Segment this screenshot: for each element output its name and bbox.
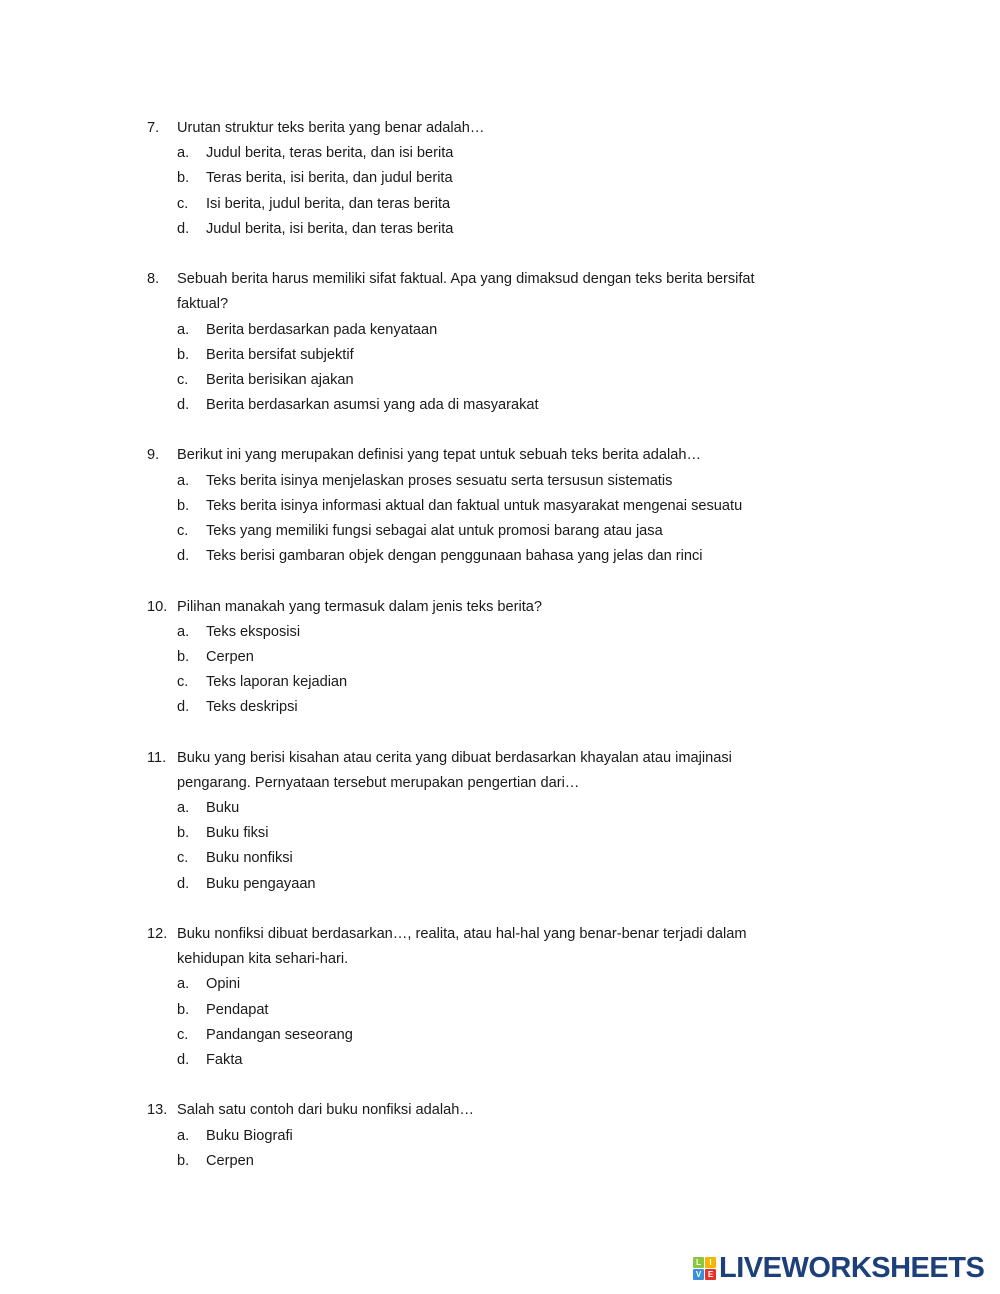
answer-option (147, 192, 847, 217)
question-block (147, 1098, 847, 1174)
option-letter: c. (177, 850, 189, 867)
option-text: Berita bersifat subjektif (206, 346, 354, 363)
question-block (147, 443, 847, 569)
option-letter: b. (177, 497, 190, 514)
option-text: Teks deskripsi (206, 699, 298, 716)
option-letter: b. (177, 1152, 190, 1169)
answer-option (147, 695, 847, 720)
option-text: Cerpen (206, 648, 254, 665)
question-line (147, 292, 847, 317)
answer-option (147, 796, 847, 821)
option-text: Teks laporan kejadian (206, 674, 348, 691)
option-letter: b. (177, 825, 190, 842)
option-text: Teks yang memiliki fungsi sebagai alat untuk promosi barang atau jasa (206, 523, 663, 539)
spacer (147, 897, 847, 922)
option-letter: a. (177, 800, 190, 817)
question-text: Pilihan manakah yang termasuk dalam jenis teks berita? (177, 598, 543, 615)
option-letter: d. (177, 220, 190, 237)
question-text: Salah satu contoh dari buku nonfiksi adalah… (177, 1102, 474, 1119)
option-letter: c. (177, 523, 189, 539)
option-text: Buku Biografi (206, 1127, 293, 1144)
option-text: Isi berita, judul berita, dan teras berita (206, 195, 451, 212)
question-text: pengarang. Pernyataan tersebut merupakan pengertian dari… (177, 774, 580, 791)
answer-option (147, 620, 847, 645)
question-number: 13. (147, 1102, 168, 1119)
question-number: 8. (147, 271, 160, 288)
option-letter: c. (177, 674, 189, 691)
answer-option (147, 368, 847, 393)
answer-option (147, 141, 847, 166)
question-number: 9. (147, 447, 160, 464)
question-text: Buku yang berisi kisahan atau cerita yang dibuat berdasarkan khayalan atau imajinasi (177, 749, 732, 766)
answer-option (147, 846, 847, 871)
question-line (147, 771, 847, 796)
option-text: Teras berita, isi berita, dan judul berita (206, 170, 453, 187)
question-number: 10. (147, 598, 168, 615)
answer-option (147, 821, 847, 846)
spacer (147, 418, 847, 443)
question-text: faktual? (177, 296, 229, 313)
answer-option (147, 1149, 847, 1174)
option-letter: a. (177, 1127, 190, 1144)
option-letter: a. (177, 976, 190, 993)
option-text: Buku pengayaan (206, 875, 316, 892)
live-tiles-icon (693, 1257, 716, 1280)
option-text: Teks berita isinya menjelaskan proses sesuatu serta tersusun sistematis (206, 472, 673, 489)
option-text: Fakta (206, 1051, 243, 1068)
question-line (147, 443, 847, 468)
option-text: Judul berita, teras berita, dan isi berita (206, 145, 454, 162)
spacer (147, 1073, 847, 1098)
option-letter: b. (177, 1001, 190, 1018)
option-letter: d. (177, 1051, 190, 1068)
option-text: Teks berisi gambaran objek dengan penggunaan bahasa yang jelas dan rinci (206, 548, 703, 565)
answer-option (147, 972, 847, 997)
question-text: Urutan struktur teks berita yang benar adalah… (177, 120, 485, 136)
answer-option (147, 544, 847, 569)
option-letter: a. (177, 321, 190, 338)
option-text: Judul berita, isi berita, dan teras berita (206, 220, 454, 237)
question-block (147, 922, 847, 1073)
question-text: Buku nonfiksi dibuat berdasarkan…, realita, atau hal-hal yang benar-benar terjadi dalam (177, 926, 747, 942)
question-text: kehidupan kita sehari-hari. (177, 951, 349, 968)
option-text: Buku fiksi (206, 825, 269, 842)
option-text: Berita berdasarkan asumsi yang ada di masyarakat (206, 397, 539, 414)
answer-option (147, 393, 847, 418)
answer-option (147, 343, 847, 368)
option-text: Berita berisikan ajakan (206, 371, 354, 388)
spacer (147, 721, 847, 746)
liveworksheets-logo (693, 1253, 984, 1283)
option-letter: a. (177, 472, 190, 489)
option-text: Cerpen (206, 1152, 254, 1169)
option-text: Pendapat (206, 1001, 269, 1018)
question-line (147, 947, 847, 972)
worksheet-questions (147, 116, 847, 1174)
answer-option (147, 494, 847, 519)
logo-text: LIVEWORKSHEETS (719, 1252, 985, 1284)
question-block (147, 267, 847, 418)
question-line (147, 922, 847, 947)
option-letter: d. (177, 699, 190, 716)
answer-option (147, 872, 847, 897)
question-line (147, 1098, 847, 1123)
question-block (147, 746, 847, 897)
option-letter: d. (177, 397, 190, 414)
option-letter: b. (177, 170, 190, 187)
answer-option (147, 318, 847, 343)
question-line (147, 746, 847, 771)
option-letter: a. (177, 623, 190, 640)
question-text: Berikut ini yang merupakan definisi yang tepat untuk sebuah teks berita adalah… (177, 447, 702, 464)
option-letter: c. (177, 371, 189, 388)
answer-option (147, 998, 847, 1023)
option-text: Opini (206, 976, 241, 993)
spacer (147, 242, 847, 267)
option-letter: a. (177, 145, 190, 162)
answer-option (147, 1023, 847, 1048)
question-line (147, 595, 847, 620)
question-block (147, 116, 847, 242)
option-text: Buku (206, 800, 240, 817)
answer-option (147, 670, 847, 695)
answer-option (147, 519, 847, 544)
answer-option (147, 1124, 847, 1149)
option-text: Berita berdasarkan pada kenyataan (206, 321, 438, 338)
answer-option (147, 645, 847, 670)
option-text: Teks eksposisi (206, 623, 301, 640)
option-letter: c. (177, 1026, 189, 1043)
question-line (147, 267, 847, 292)
question-number: 11. (147, 749, 167, 766)
option-text: Buku nonfiksi (206, 850, 293, 867)
option-letter: d. (177, 548, 190, 565)
spacer (147, 569, 847, 594)
logo-tile: E (705, 1269, 716, 1280)
option-text: Pandangan seseorang (206, 1026, 353, 1043)
option-letter: c. (177, 195, 189, 212)
option-letter: b. (177, 648, 190, 665)
answer-option (147, 217, 847, 242)
option-letter: d. (177, 875, 190, 892)
question-line (147, 116, 847, 141)
answer-option (147, 469, 847, 494)
answer-option (147, 1048, 847, 1073)
question-number: 12. (147, 926, 168, 942)
answer-option (147, 166, 847, 191)
option-letter: b. (177, 346, 190, 363)
logo-tile: V (693, 1269, 704, 1280)
question-number: 7. (147, 120, 160, 136)
option-text: Teks berita isinya informasi aktual dan faktual untuk masyarakat mengenai sesuatu (206, 497, 743, 514)
question-block (147, 595, 847, 721)
logo-tile: L (693, 1257, 704, 1268)
logo-tile: I (705, 1257, 716, 1268)
question-text: Sebuah berita harus memiliki sifat faktual. Apa yang dimaksud dengan teks berita bersifat (177, 271, 755, 288)
